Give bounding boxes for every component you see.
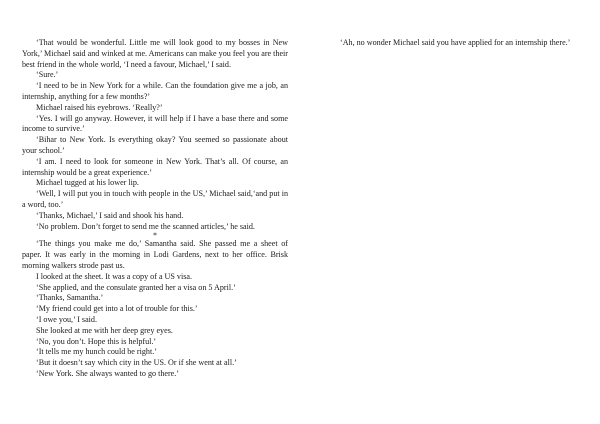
paragraph: She looked at me with her deep grey eyes. [36,325,173,335]
paragraph: ‘I owe you,’ I said. [36,314,97,324]
paragraph: ‘Thanks, Samantha.’ [36,293,104,303]
right-page [326,38,574,49]
paragraph: Michael raised his eyebrows. ‘Really?’ [36,102,163,112]
left-page-paragraphs [22,38,288,232]
paragraph: ‘Thanks, Michael,’ I said and shook his hand. [36,210,184,220]
paragraph: I looked at the sheet. It was a copy of a US visa. [36,271,192,281]
paragraph: ‘Well, I will put you in touch with people in the US,’ Michael said,‘and put in a word, too.’ [22,189,288,209]
left-page-paragraphs-after [22,239,288,379]
paragraph: ‘No, you don’t. Hope this is helpful.’ [36,336,157,346]
paragraph: ‘Sure.’ [36,70,59,80]
paragraph: Michael tugged at his lower lip. [36,178,139,188]
paragraph: ‘I need to be in New York for a while. Can the foundation give me a job, an internship, anything for a few months?’ [22,81,288,101]
paragraph: ‘No problem. Don’t forget to send me the scanned articles,’ he said. [36,221,255,231]
paragraph: ‘Ah, no wonder Michael said you have applied for an internship there.’ [340,38,571,47]
paragraph: ‘New York. She always wanted to go there.’ [36,368,179,378]
scene-break: * [152,231,158,241]
paragraph: ‘My friend could get into a lot of trouble for this.’ [36,304,198,314]
paragraph: ‘It tells me my hunch could be right.’ [36,347,157,357]
paragraph: ‘That would be wonderful. Little me will look good to my bosses in New York,’ Michael said and winked at me. Americans can make you feel you are their best friend in the whole world, ‘I need a favour, Michael,’ I said. [22,38,288,69]
right-page-paragraphs [326,38,574,49]
paragraph: ‘But it doesn’t say which city in the US. Or if she went at all.’ [36,358,237,368]
paragraph: ‘The things you make me do,’ Samantha said. She passed me a sheet of paper. It was early in the morning in Lodi Gardens, next to her office. Brisk morning walkers strode past us. [22,239,288,270]
paragraph: ‘Yes. I will go anyway. However, it will help if I have a base there and some income to survive.’ [22,113,288,134]
paragraph: ‘She applied, and the consulate granted her a visa on 5 April.’ [36,282,236,292]
left-page [22,38,288,380]
paragraph: ‘I am. I need to look for someone in New York. That’s all. Of course, an internship would be a great experience.’ [22,156,288,177]
paragraph: ‘Bihar to New York. Is everything okay? You seemed so passionate about your school.’ [22,135,288,155]
